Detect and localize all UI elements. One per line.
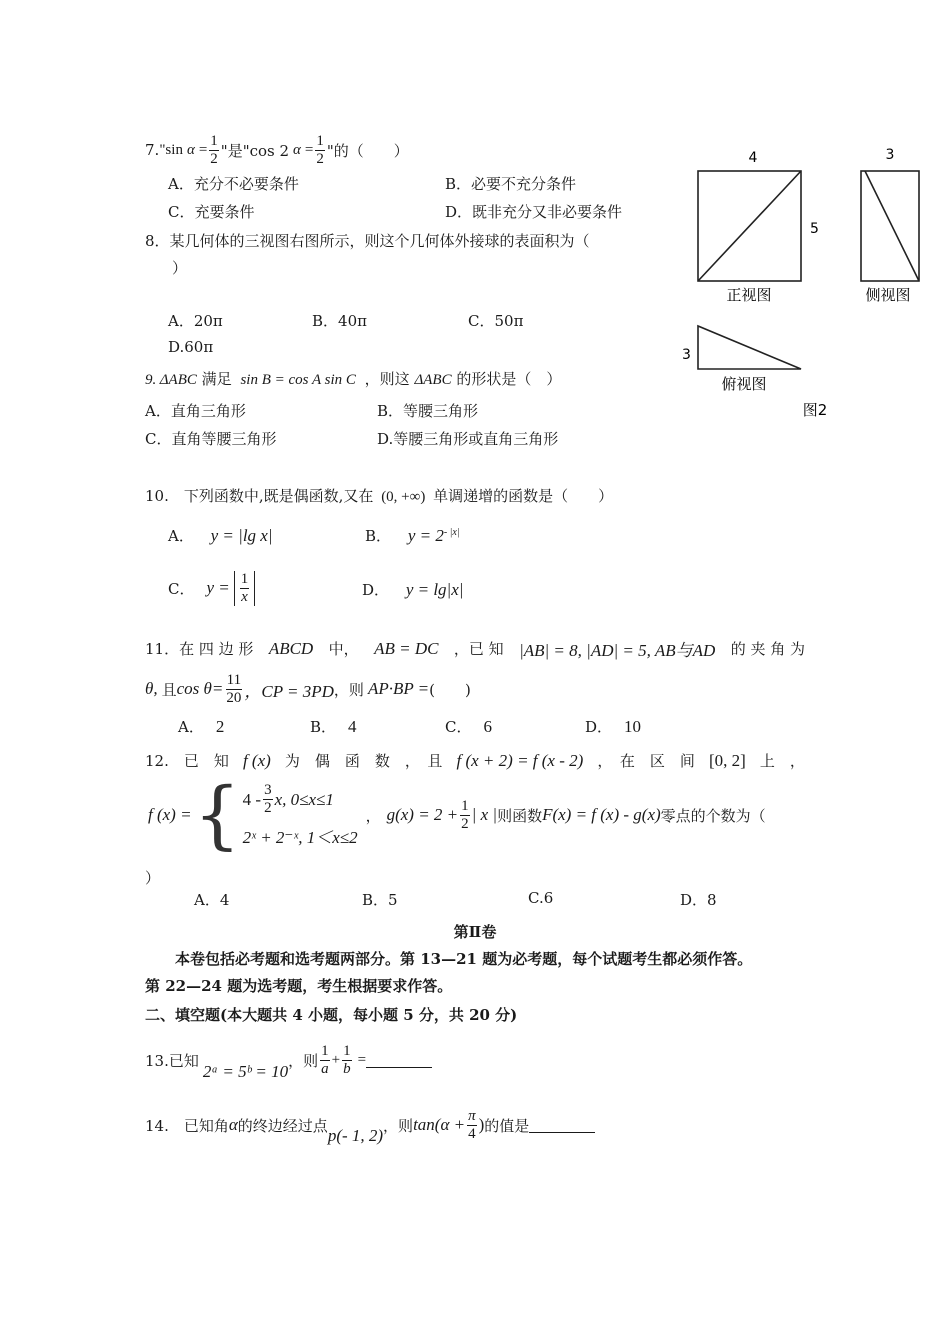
q10-text-b: 单调递增的函数是（ ） [433, 487, 614, 505]
q12-stem-line1 [145, 750, 805, 771]
q14-stem [145, 1100, 595, 1150]
q12-brace: { [193, 772, 241, 858]
q13-fraction-a: $\frac{1}{a}$ [321, 1042, 329, 1077]
q12-comma: ， [365, 806, 381, 825]
q14-label: 14. 已知角 [145, 1116, 229, 1135]
q9-text-a: 满足 [201, 370, 232, 388]
q11-theta: θ, [145, 679, 158, 698]
q12-tail-a: 则函数 [497, 806, 543, 825]
q11-text-b: 中， [328, 640, 359, 658]
q10-text-a: 10. 下列函数中,既是偶函数,又在 [145, 487, 374, 505]
q12-text-d: 上 ， [759, 752, 805, 770]
q8-option-c: C．50π [468, 312, 524, 330]
q13-stem [145, 1037, 432, 1083]
q7-eq: = [198, 141, 208, 158]
q13-ze: ，则 [288, 1051, 319, 1070]
q12-g-fraction: $\frac{1}{2}$ [461, 797, 469, 832]
top-left-label: 3 [682, 347, 691, 363]
q7-number: 7. [145, 141, 160, 159]
q11-quad: ABCD [268, 638, 314, 658]
q11-ask: AP·BP = [367, 679, 430, 698]
q9-text-c: 的形状是（ ） [456, 370, 562, 388]
q8-option-a: A．20π [168, 312, 223, 330]
q12-option-c: C.6 [528, 889, 554, 907]
front-top-label: 4 [748, 150, 758, 166]
q10-a-expr: y = |lg x| [210, 526, 273, 545]
q12-g-abs: | x | [471, 805, 498, 824]
section-fill-blank: 二、填空题(本大题共 4 小题，每小题 5 分，共 20 分) [145, 1006, 518, 1024]
q14-point: p(- 1, 2) [327, 1126, 384, 1145]
q11-cos: cos θ= [176, 679, 224, 698]
front-view-caption: 正视图 [726, 286, 772, 304]
front-right-label: 5 [810, 221, 819, 237]
q10-option-c [168, 565, 255, 611]
q8-option-b: B．40π [312, 312, 367, 330]
top-view-caption: 俯视图 [721, 375, 767, 393]
q13-eq: = [357, 1051, 367, 1068]
q13-answer-blank[interactable] [366, 1053, 432, 1068]
q14-answer-blank[interactable] [529, 1118, 595, 1133]
q9-option-b: B．等腰三角形 [377, 402, 479, 420]
q12-option-d: D．8 [680, 891, 717, 909]
q12-cases [243, 782, 358, 848]
q12-option-a: A．4 [194, 891, 230, 909]
q7-stem [145, 128, 409, 172]
q9-option-d: D.等腰三角形或直角三角形 [377, 430, 559, 448]
q10-option-d [362, 579, 463, 600]
q8-option-d: D.60π [168, 338, 214, 356]
q11-conditions: |AB| = 8, |AD| = 5, AB与AD [519, 641, 716, 660]
q14-tail: 的值是 [484, 1116, 530, 1135]
q12-text-c: ， 在 区 间 [597, 752, 695, 770]
q12-F: F(x) = f (x) - g(x) [542, 805, 661, 824]
q14-ze: ，则 [383, 1116, 414, 1135]
q7-text-mid: "是"cos 2 [220, 141, 290, 160]
q7-alpha-2: α [293, 141, 301, 158]
q8-stem-cont: ） [172, 259, 188, 277]
q11-stem-line1 [145, 636, 805, 661]
q12-lhs: f (x) = [148, 805, 192, 824]
q14-fraction: $\frac{\pi}{4}$ [468, 1107, 476, 1142]
q7-fraction-1: $\frac{1}{2}$ [210, 132, 218, 167]
q10-c-abs [234, 571, 256, 606]
q9-triangle-a: 9. ΔABC [145, 372, 197, 388]
q12-interval: [0, 2] [709, 750, 746, 770]
q10-c-label: C． [168, 579, 195, 598]
q9-triangle-b: ΔABC [414, 372, 452, 388]
q14-mid: 的终边经过点 [237, 1116, 328, 1135]
q11-cp: ，CP = 3PD [244, 681, 334, 701]
figure-caption: 图2 [802, 401, 828, 419]
q12-text-a: 12. 已 知 [145, 752, 229, 770]
q10-option-b [365, 525, 460, 546]
q10-b-exponent: - |x| [443, 527, 460, 538]
q11-stem-line2 [145, 665, 471, 713]
q12-close: ） [145, 869, 161, 887]
q12-option-b: B．5 [362, 891, 398, 909]
part2-intro-1: 本卷包括必考题和选考题两部分。第 13—21 题为必考题，每个试题考生都必须作答。 [175, 950, 753, 968]
q12-g-lhs: g(x) = 2 + [386, 805, 459, 824]
q7-option-d: D．既非充分又非必要条件 [445, 203, 623, 221]
q12-period: f (x + 2) = f (x - 2) [456, 750, 584, 770]
part2-title: 第Ⅱ卷 [453, 923, 497, 941]
q10-a-label: A． [168, 527, 194, 545]
q11-equality: AB = DC [374, 638, 439, 658]
q7-option-c: C．充要条件 [168, 203, 255, 221]
front-view [698, 150, 819, 304]
q10-b-label: B． [365, 527, 392, 545]
q9-text-b: ，则这 [364, 370, 410, 388]
q7-option-a: A．充分不必要条件 [168, 175, 299, 193]
side-view-caption: 侧视图 [865, 286, 911, 304]
q7-text-end: "的（ ） [326, 141, 409, 160]
q11-text-c: ，已 知 [453, 640, 504, 658]
q10-stem [145, 485, 613, 506]
q11-text-d: 的 夹 角 为 [730, 640, 805, 658]
q9-option-a: A．直角三角形 [145, 402, 246, 420]
q12-text-b: 为 偶 函 数 ， 且 [284, 752, 443, 770]
side-view [861, 147, 919, 304]
q12-fx: f (x) [242, 750, 271, 770]
q10-d-expr: y = lg|x| [405, 580, 464, 599]
q7-alpha: α [186, 141, 195, 158]
q7-eq-2: = [304, 141, 314, 158]
top-view [682, 326, 801, 393]
q10-interval: (0, +∞) [381, 489, 426, 505]
q11-option-d: D． 10 [585, 717, 642, 736]
q7-text-a: "sin [159, 141, 183, 158]
q13-condition: 2ᵃ = 5ᵇ = 10 [202, 1062, 289, 1081]
q12-case-1: 4 - $\frac{3}{2}$ x, 0≤x≤1 [242, 782, 334, 816]
q11-paren: ( ) [429, 680, 471, 699]
q10-b-base: y = 2 [407, 526, 444, 545]
q11-qie: 且 [161, 680, 177, 699]
q13-plus: + [331, 1051, 341, 1068]
part2-intro-2: 第 22—24 题为选考题，考生根据要求作答。 [145, 977, 453, 995]
q11-option-c: C． 6 [445, 717, 492, 736]
q7-fraction-2: $\frac{1}{2}$ [316, 132, 324, 167]
q10-c-lhs: y = [206, 578, 230, 597]
q13-fraction-b: $\frac{1}{b}$ [343, 1042, 351, 1077]
q11-option-a: A． 2 [178, 717, 225, 736]
q14-close: ) [478, 1115, 485, 1134]
q10-c-fraction: $\frac{1}{x}$ [240, 570, 249, 605]
q12-case-2: 2ˣ + 2⁻ˣ, 1＜x≤2 [242, 828, 358, 847]
q12-tail-c: 零点的个数为（ [660, 806, 766, 825]
q7-option-b: B．必要不充分条件 [445, 175, 577, 193]
q9-condition: sin B = cos A sin C [240, 372, 356, 388]
three-view-figure [670, 140, 930, 425]
q14-tan: tan(α + [413, 1115, 466, 1134]
q11-cos-fraction: $\frac{11}{20}$ [226, 671, 242, 706]
q9-stem [145, 368, 561, 389]
q12-piecewise [148, 772, 766, 858]
q11-ze: ，则 [333, 680, 364, 699]
q11-option-b: B． 4 [310, 717, 357, 736]
q9-option-c: C．直角等腰三角形 [145, 430, 277, 448]
q14-alpha: α [228, 1115, 238, 1134]
side-top-label: 3 [885, 147, 895, 163]
q8-stem: 8．某几何体的三视图右图所示，则这个几何体外接球的表面积为（ [145, 232, 590, 250]
q10-option-a [168, 525, 273, 546]
q13-label: 13.已知 [145, 1051, 199, 1070]
q10-d-label: D． [362, 581, 390, 599]
q11-text-a: 11．在 四 边 形 [145, 640, 254, 658]
